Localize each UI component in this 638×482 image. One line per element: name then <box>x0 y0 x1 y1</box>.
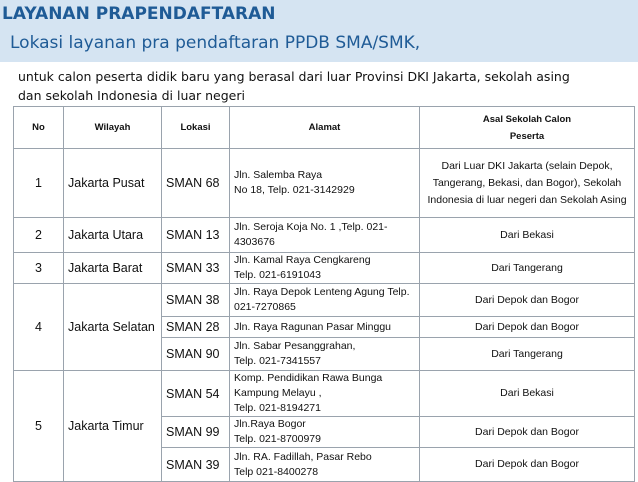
alamat-line: Telp. 021-8700979 <box>234 433 321 445</box>
cell-alamat <box>230 371 420 417</box>
cell-no: 2 <box>14 218 64 253</box>
intro-text <box>18 67 633 105</box>
alamat-line: Komp. Pendidikan Rawa Bunga <box>234 372 383 384</box>
cell-asal <box>420 253 635 284</box>
alamat-line: No 18, Telp. 021-3142929 <box>234 184 355 196</box>
cell-asal <box>420 317 635 338</box>
table-header-row <box>14 107 635 149</box>
cell-alamat <box>230 338 420 371</box>
cell-wilayah: Jakarta Utara <box>64 218 162 253</box>
cell-alamat <box>230 253 420 284</box>
alamat-line: Jln. RA. Fadillah, Pasar Rebo <box>234 450 372 463</box>
header-no: No <box>14 107 64 149</box>
alamat-line: Jln.Raya Bogor <box>234 418 306 430</box>
header-asal <box>420 107 635 149</box>
table-row <box>14 284 635 317</box>
cell-wilayah: Jakarta Barat <box>64 253 162 284</box>
cell-asal <box>420 371 635 417</box>
cell-alamat <box>230 317 420 338</box>
cell-lokasi: SMAN 28 <box>162 317 230 338</box>
cell-lokasi: SMAN 99 <box>162 417 230 448</box>
cell-asal <box>420 149 635 218</box>
cell-no: 1 <box>14 149 64 218</box>
cell-lokasi: SMAN 39 <box>162 448 230 482</box>
asal-line: Dari Tangerang <box>491 347 563 360</box>
cell-alamat <box>230 218 420 253</box>
cell-lokasi: SMAN 90 <box>162 338 230 371</box>
alamat-line: Telp. 021-7341557 <box>234 355 321 367</box>
page-subtitle: Lokasi layanan pra pendaftaran PPDB SMA/SMK, <box>10 33 421 53</box>
intro-line: untuk calon peserta didik baru yang berasal dari luar Provinsi DKI Jakarta, sekolah asing <box>18 69 570 84</box>
header-asal-line: Peserta <box>509 130 545 142</box>
asal-line: Dari Tangerang <box>491 261 563 274</box>
asal-line: Dari Depok dan Bogor <box>475 320 579 333</box>
cell-no: 5 <box>14 371 64 482</box>
table-row <box>14 218 635 253</box>
cell-alamat <box>230 149 420 218</box>
header-asal-line: Asal Sekolah Calon <box>482 113 572 125</box>
cell-asal <box>420 284 635 317</box>
locations-table <box>13 106 635 482</box>
asal-line: Dari Depok dan Bogor <box>475 458 579 470</box>
cell-alamat <box>230 448 420 482</box>
cell-wilayah: Jakarta Pusat <box>64 149 162 218</box>
asal-line: Indonesia di luar negeri dan Sekolah Asing <box>427 193 627 206</box>
table-row <box>14 253 635 284</box>
cell-lokasi: SMAN 68 <box>162 149 230 218</box>
alamat-line: Jln. Raya Ragunan Pasar Minggu <box>234 320 392 333</box>
alamat-line: Jln. Sabar Pesanggrahan, <box>234 340 356 352</box>
cell-asal <box>420 338 635 371</box>
alamat-line: Telp 021-8400278 <box>234 465 319 478</box>
header-alamat: Alamat <box>230 107 420 149</box>
cell-asal <box>420 448 635 482</box>
table-row <box>14 371 635 417</box>
asal-line: Dari Depok dan Bogor <box>475 425 579 438</box>
cell-no: 3 <box>14 253 64 284</box>
page-title: LAYANAN PRAPENDAFTARAN <box>2 4 276 24</box>
cell-lokasi: SMAN 13 <box>162 218 230 253</box>
cell-alamat <box>230 417 420 448</box>
cell-asal <box>420 218 635 253</box>
alamat-line: Jln. Raya Depok Lenteng Agung Telp. <box>234 286 410 298</box>
alamat-line: Jln. Salemba Raya <box>234 169 323 181</box>
alamat-line: Telp. 021-8194271 <box>234 402 321 414</box>
asal-line: Dari Bekasi <box>500 228 554 241</box>
asal-line: Tangerang, Bekasi, dan Bogor), Sekolah <box>432 176 622 189</box>
cell-lokasi: SMAN 33 <box>162 253 230 284</box>
cell-wilayah: Jakarta Selatan <box>64 284 162 371</box>
cell-no: 4 <box>14 284 64 371</box>
header-wilayah: Wilayah <box>64 107 162 149</box>
cell-asal <box>420 417 635 448</box>
header-lokasi: Lokasi <box>162 107 230 149</box>
asal-line: Dari Depok dan Bogor <box>475 293 579 306</box>
intro-line: dan sekolah Indonesia di luar negeri <box>18 88 245 103</box>
asal-line: Dari Luar DKI Jakarta (selain Depok, <box>441 159 613 172</box>
cell-alamat <box>230 284 420 317</box>
alamat-line: 021-7270865 <box>234 301 296 313</box>
alamat-line: Kampung Melayu , <box>234 387 322 399</box>
asal-line: Dari Bekasi <box>500 387 554 399</box>
cell-wilayah: Jakarta Timur <box>64 371 162 482</box>
alamat-line: Jln. Kamal Raya Cengkareng <box>234 254 371 266</box>
alamat-line: Telp. 021-6191043 <box>234 269 321 281</box>
alamat-line: 4303676 <box>234 236 275 248</box>
cell-lokasi: SMAN 54 <box>162 371 230 417</box>
alamat-line: Jln. Seroja Koja No. 1 ,Telp. 021- <box>234 221 388 233</box>
cell-lokasi: SMAN 38 <box>162 284 230 317</box>
table-row <box>14 149 635 218</box>
